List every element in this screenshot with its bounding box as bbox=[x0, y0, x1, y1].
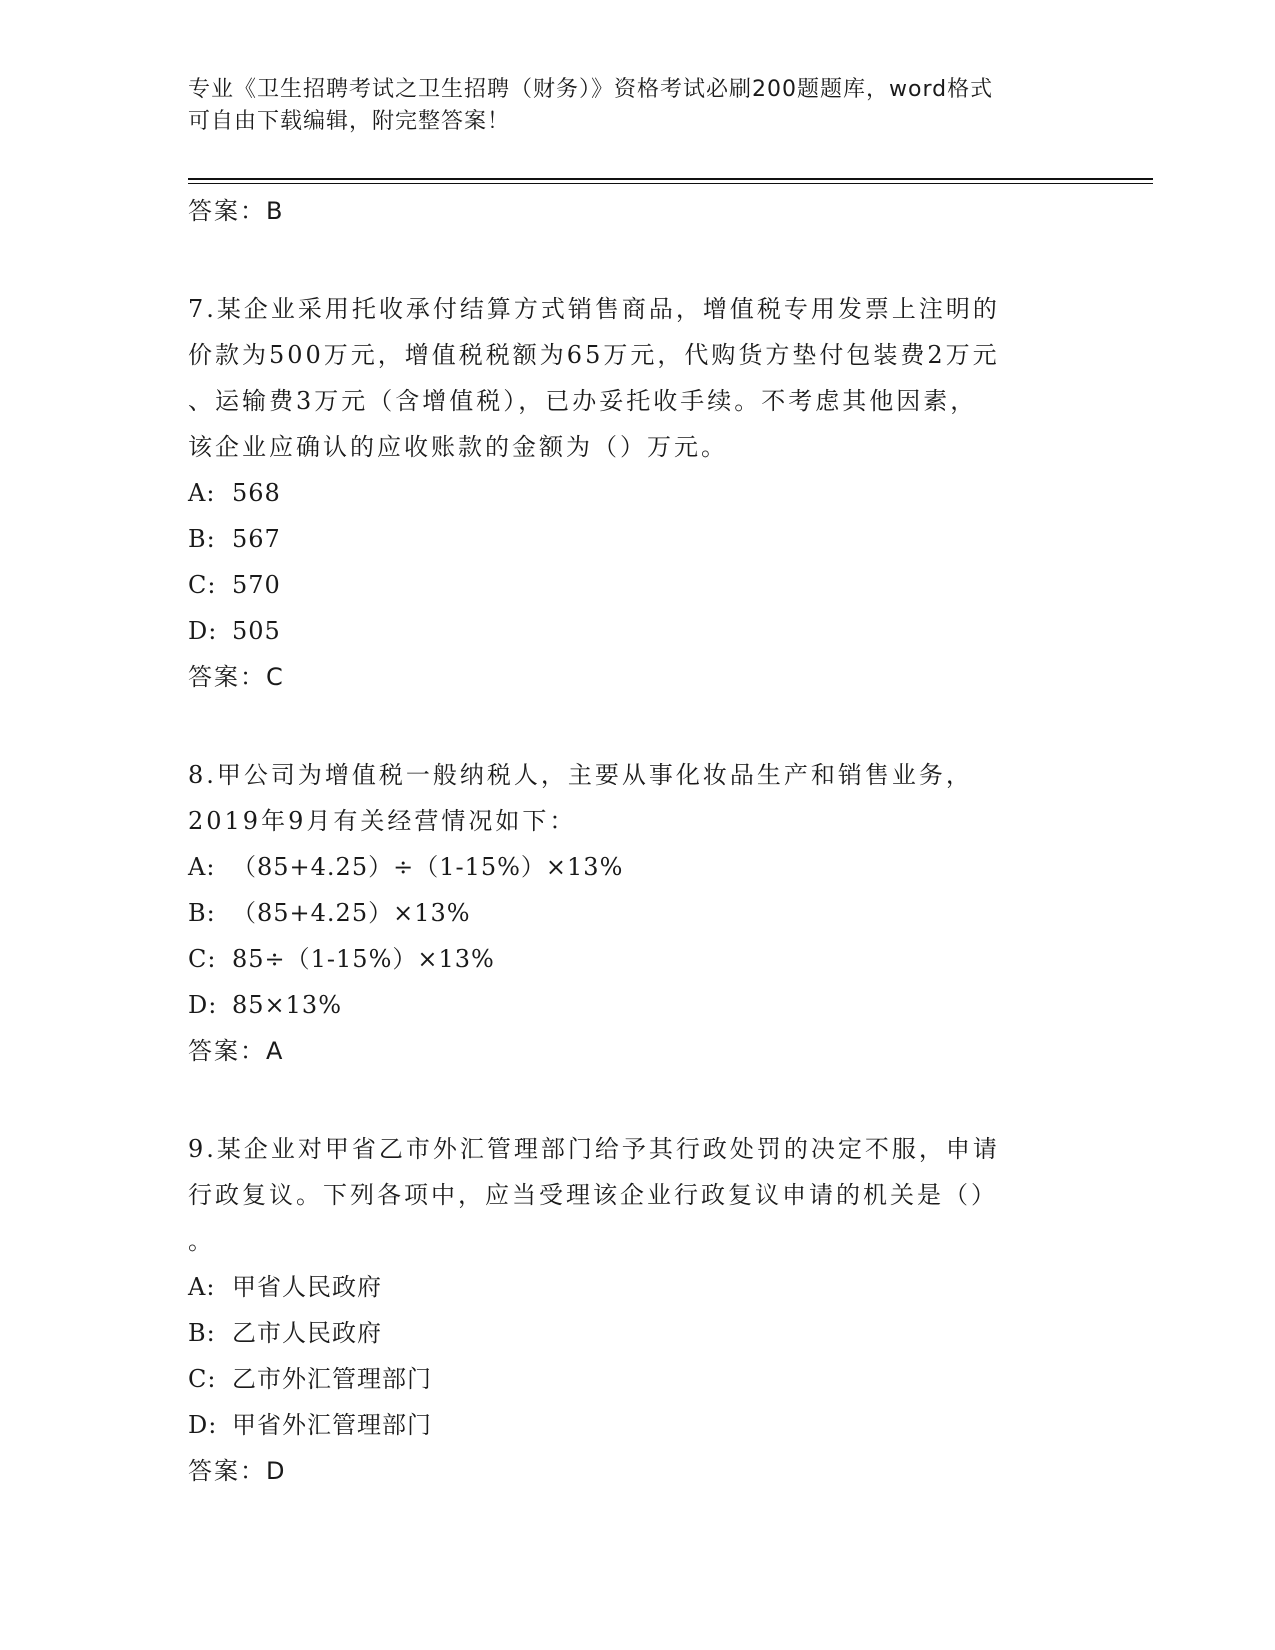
option-c bbox=[188, 1356, 1088, 1402]
question-line: 8.甲公司为增值税一般纳税人，主要从事化妆品生产和销售业务， bbox=[188, 761, 973, 789]
document-header bbox=[188, 74, 1088, 138]
answer-line: 答案：D bbox=[188, 1457, 287, 1485]
option-label: A: bbox=[188, 479, 216, 507]
question-line: 行政复议。下列各项中，应当受理该企业行政复议申请的机关是（） bbox=[188, 1181, 998, 1209]
option-text: 甲省外汇管理部门 bbox=[232, 1411, 432, 1439]
question-block bbox=[188, 1126, 1088, 1494]
header-line-2: 可自由下载编辑，附完整答案！ bbox=[188, 109, 511, 134]
answer-line: 答案：A bbox=[188, 1037, 285, 1065]
option-text: 85×13% bbox=[232, 991, 342, 1019]
option-text: 568 bbox=[232, 479, 281, 507]
option-text: 乙市人民政府 bbox=[232, 1319, 382, 1347]
option-b bbox=[188, 1310, 1088, 1356]
option-text: 505 bbox=[232, 617, 281, 645]
option-a bbox=[188, 470, 1088, 516]
option-label: B: bbox=[188, 1319, 216, 1347]
question-line: 该企业应确认的应收账款的金额为（）万元。 bbox=[188, 433, 728, 461]
option-label: A: bbox=[188, 1273, 216, 1301]
question-block bbox=[188, 752, 1088, 1074]
answer-line: 答案：B bbox=[188, 197, 285, 225]
header-divider-thick bbox=[188, 178, 1153, 180]
option-d bbox=[188, 982, 1088, 1028]
option-label: B: bbox=[188, 525, 216, 553]
option-text: 567 bbox=[232, 525, 281, 553]
option-label: C: bbox=[188, 571, 217, 599]
option-c bbox=[188, 936, 1088, 982]
question-block bbox=[188, 286, 1088, 700]
option-label: A: bbox=[188, 853, 216, 881]
option-a bbox=[188, 844, 1088, 890]
option-d bbox=[188, 608, 1088, 654]
option-text: 甲省人民政府 bbox=[232, 1273, 382, 1301]
option-a bbox=[188, 1264, 1088, 1310]
option-c bbox=[188, 562, 1088, 608]
header-divider-thin bbox=[188, 183, 1153, 184]
answer-line: 答案：C bbox=[188, 663, 285, 691]
question-line: 9.某企业对甲省乙市外汇管理部门给予其行政处罚的决定不服，申请 bbox=[188, 1135, 1000, 1163]
option-label: D: bbox=[188, 617, 218, 645]
option-label: C: bbox=[188, 1365, 217, 1393]
option-d bbox=[188, 1402, 1088, 1448]
option-text: （85+4.25）×13% bbox=[232, 899, 471, 927]
question-line: 价款为500万元，增值税税额为65万元，代购货方垫付包装费2万元 bbox=[188, 341, 1000, 369]
document-body bbox=[188, 188, 1088, 1494]
question-line: 。 bbox=[188, 1227, 215, 1255]
header-line-1: 专业《卫生招聘考试之卫生招聘（财务）》资格考试必刷200题题库，word格式 bbox=[188, 77, 994, 102]
question-line: 、运输费3万元（含增值税），已办妥托收手续。不考虑其他因素， bbox=[188, 387, 978, 415]
question-line: 2019年9月有关经营情况如下： bbox=[188, 807, 577, 835]
question-line: 7.某企业采用托收承付结算方式销售商品，增值税专用发票上注明的 bbox=[188, 295, 1000, 323]
option-label: C: bbox=[188, 945, 217, 973]
option-label: D: bbox=[188, 991, 218, 1019]
option-text: （85+4.25）÷（1-15%）×13% bbox=[232, 853, 624, 881]
option-b bbox=[188, 890, 1088, 936]
option-label: D: bbox=[188, 1411, 218, 1439]
option-b bbox=[188, 516, 1088, 562]
option-label: B: bbox=[188, 899, 216, 927]
option-text: 乙市外汇管理部门 bbox=[232, 1365, 432, 1393]
option-text: 85÷（1-15%）×13% bbox=[232, 945, 495, 973]
option-text: 570 bbox=[232, 571, 281, 599]
